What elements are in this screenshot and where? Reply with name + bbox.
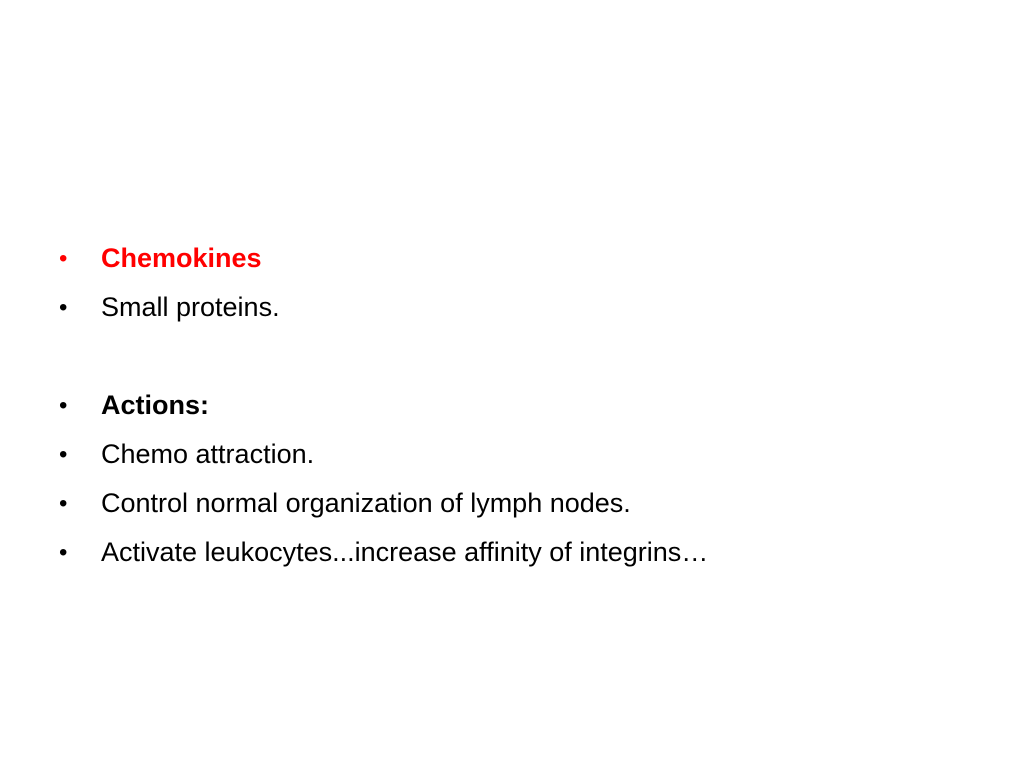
bullet-text: Small proteins. <box>101 292 280 322</box>
bullet-icon: • <box>59 245 68 272</box>
bullet-item-lymph-nodes <box>57 479 708 528</box>
bullet-icon: • <box>59 490 68 517</box>
bullet-item-chemokines <box>57 234 708 283</box>
bullet-icon: • <box>59 539 68 566</box>
bullet-item-activate-leukocytes <box>57 528 708 577</box>
bullet-icon: • <box>59 392 68 419</box>
bullet-item-small-proteins <box>57 283 708 332</box>
bullet-list <box>57 234 708 577</box>
bullet-text: Activate leukocytes...increase affinity of integrins… <box>101 537 709 567</box>
bullet-item-actions <box>57 381 708 430</box>
bullet-icon: • <box>59 294 68 321</box>
bullet-text: Control normal organization of lymph nodes. <box>101 488 631 518</box>
bullet-item-chemo-attraction <box>57 430 708 479</box>
bullet-icon: • <box>59 441 68 468</box>
bullet-subheading-text: Actions: <box>101 390 209 420</box>
bullet-heading-text: Chemokines <box>101 243 262 273</box>
bullet-text: Chemo attraction. <box>101 439 315 469</box>
